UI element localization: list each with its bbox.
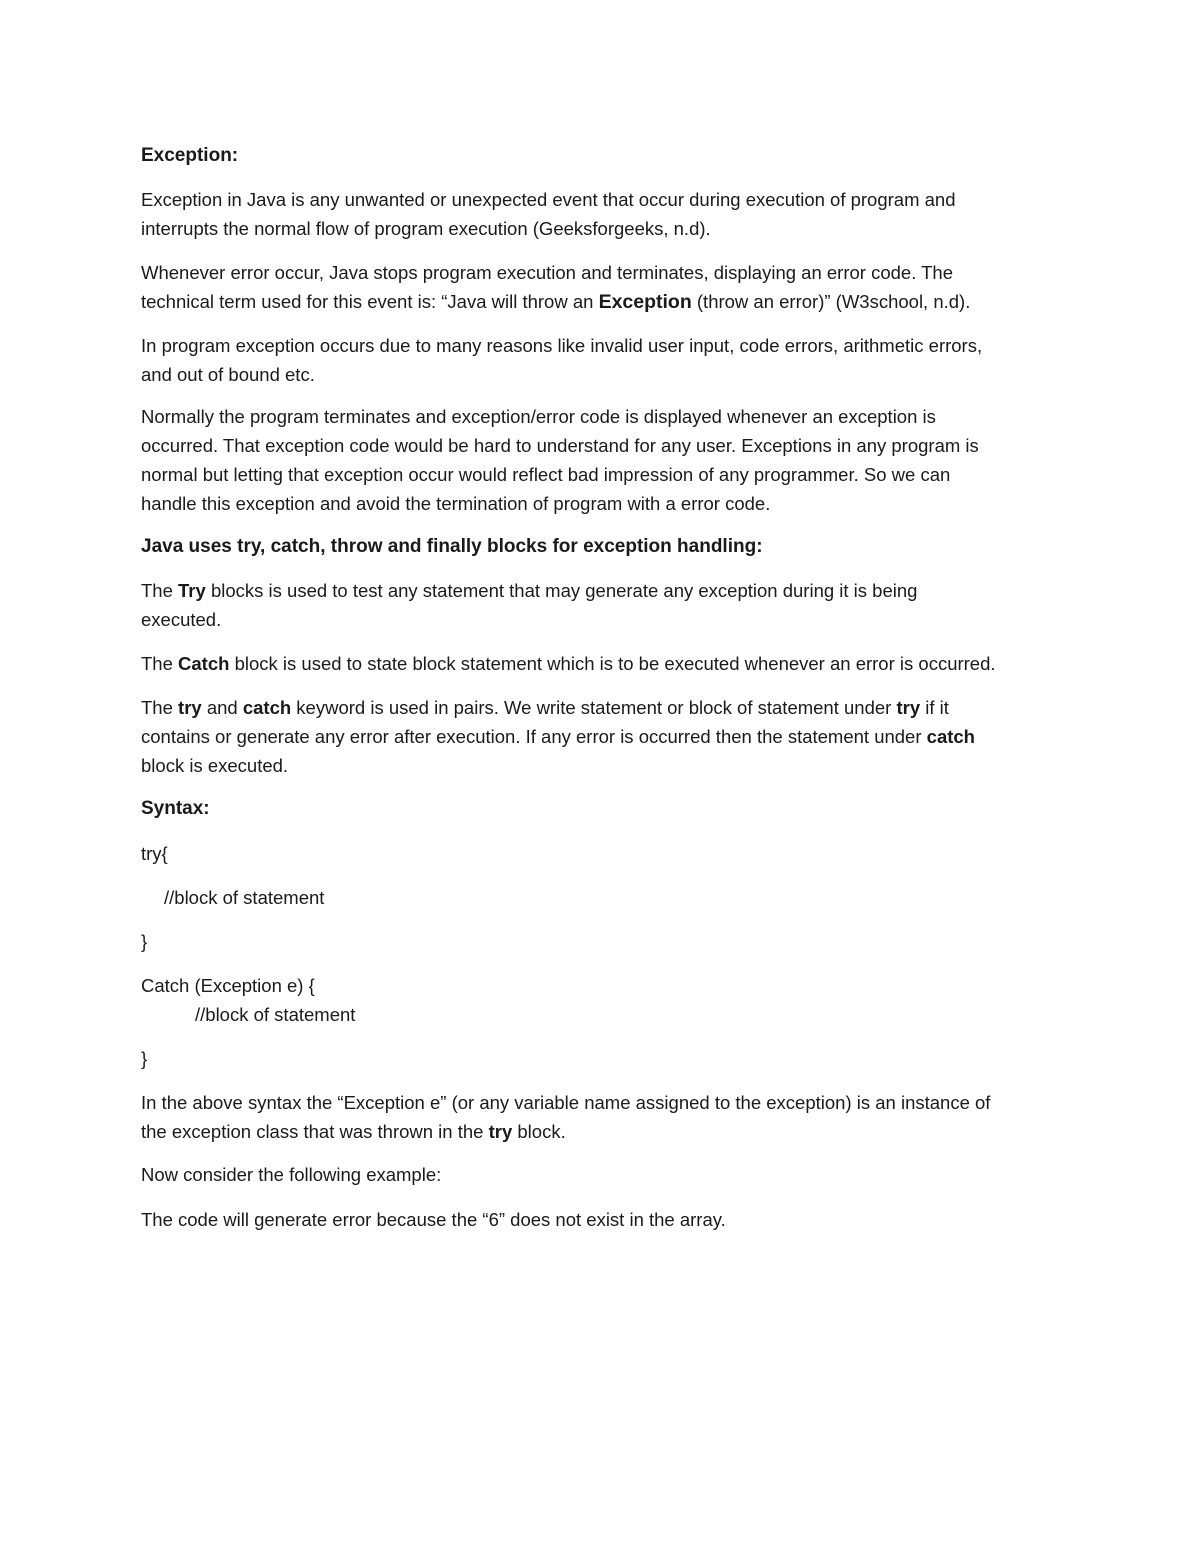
text-span: The xyxy=(141,697,179,718)
paragraph-7-line-3: block is executed. xyxy=(141,755,289,776)
heading-syntax: Syntax: xyxy=(141,798,210,819)
paragraph-1-line-2: interrupts the normal flow of program execution (Geeksforgeeks, n.d). xyxy=(141,218,711,239)
paragraph-4-line-1: Normally the program terminates and exception/error code is displayed whenever an exception is xyxy=(141,406,936,427)
text-span: keyword is used in pairs. We write statement or block of statement under xyxy=(291,697,897,718)
paragraph-2-line-1: Whenever error occur, Java stops program execution and terminates, displaying an error code. The xyxy=(141,262,954,283)
heading-exception: Exception: xyxy=(141,145,239,166)
text-span: the exception class that was thrown in the xyxy=(141,1121,489,1142)
paragraph-10: The code will generate error because the “6” does not exist in the array. xyxy=(141,1209,726,1230)
text-span: blocks is used to test any statement that may generate any exception during it is being xyxy=(205,580,918,601)
paragraph-8-line-2 xyxy=(141,1120,566,1144)
paragraph-1-line-1: Exception in Java is any unwanted or unexpected event that occur during execution of program and xyxy=(141,189,956,210)
paragraph-3-line-2: and out of bound etc. xyxy=(141,364,315,385)
text-span: technical term used for this event is: “Java will throw an xyxy=(141,291,599,312)
bold-try-term: try xyxy=(488,1121,513,1142)
text-span: The xyxy=(141,653,179,674)
code-line-2: //block of statement xyxy=(164,887,325,908)
code-line-1: try{ xyxy=(141,843,168,864)
paragraph-4-line-2: occurred. That exception code would be hard to understand for any user. Exceptions in any program is xyxy=(141,435,979,456)
code-line-6: } xyxy=(141,1048,148,1069)
paragraph-5-line-2: executed. xyxy=(141,609,222,630)
bold-catch-term: catch xyxy=(242,697,292,718)
bold-exception-term: Exception xyxy=(598,291,692,313)
paragraph-7-line-1 xyxy=(141,696,949,720)
bold-catch-term: catch xyxy=(926,726,975,747)
bold-catch-term: Catch xyxy=(178,653,230,674)
text-span: (throw an error)” (W3school, n.d). xyxy=(691,291,971,312)
paragraph-6-line-1 xyxy=(141,652,996,676)
paragraph-4-line-4: handle this exception and avoid the termination of program with a error code. xyxy=(141,493,771,514)
code-line-5: //block of statement xyxy=(195,1004,356,1025)
bold-try-term: try xyxy=(896,697,921,718)
code-line-3: } xyxy=(141,931,148,952)
text-span: and xyxy=(201,697,243,718)
code-line-4: Catch (Exception e) { xyxy=(141,975,315,996)
text-span: The xyxy=(141,580,179,601)
heading-exception-handling: Java uses try, catch, throw and finally blocks for exception handling: xyxy=(141,536,763,557)
text-span: contains or generate any error after execution. If any error is occurred then the statement under xyxy=(141,726,927,747)
paragraph-3-line-1: In program exception occurs due to many reasons like invalid user input, code errors, arithmetic errors, xyxy=(141,335,983,356)
text-span: if it xyxy=(920,697,949,718)
paragraph-5-line-1 xyxy=(141,579,917,603)
text-span: block. xyxy=(512,1121,566,1142)
paragraph-8-line-1: In the above syntax the “Exception e” (or any variable name assigned to the exception) is an instance of xyxy=(141,1092,991,1113)
bold-try-term: Try xyxy=(178,580,206,601)
text-span: block is used to state block statement which is to be executed whenever an error is occurred. xyxy=(229,653,996,674)
paragraph-9: Now consider the following example: xyxy=(141,1164,442,1185)
paragraph-4-line-3: normal but letting that exception occur would reflect bad impression of any programmer. So we can xyxy=(141,464,951,485)
paragraph-7-line-2 xyxy=(141,725,975,749)
bold-try-term: try xyxy=(178,697,202,718)
paragraph-2-line-2 xyxy=(141,290,970,314)
